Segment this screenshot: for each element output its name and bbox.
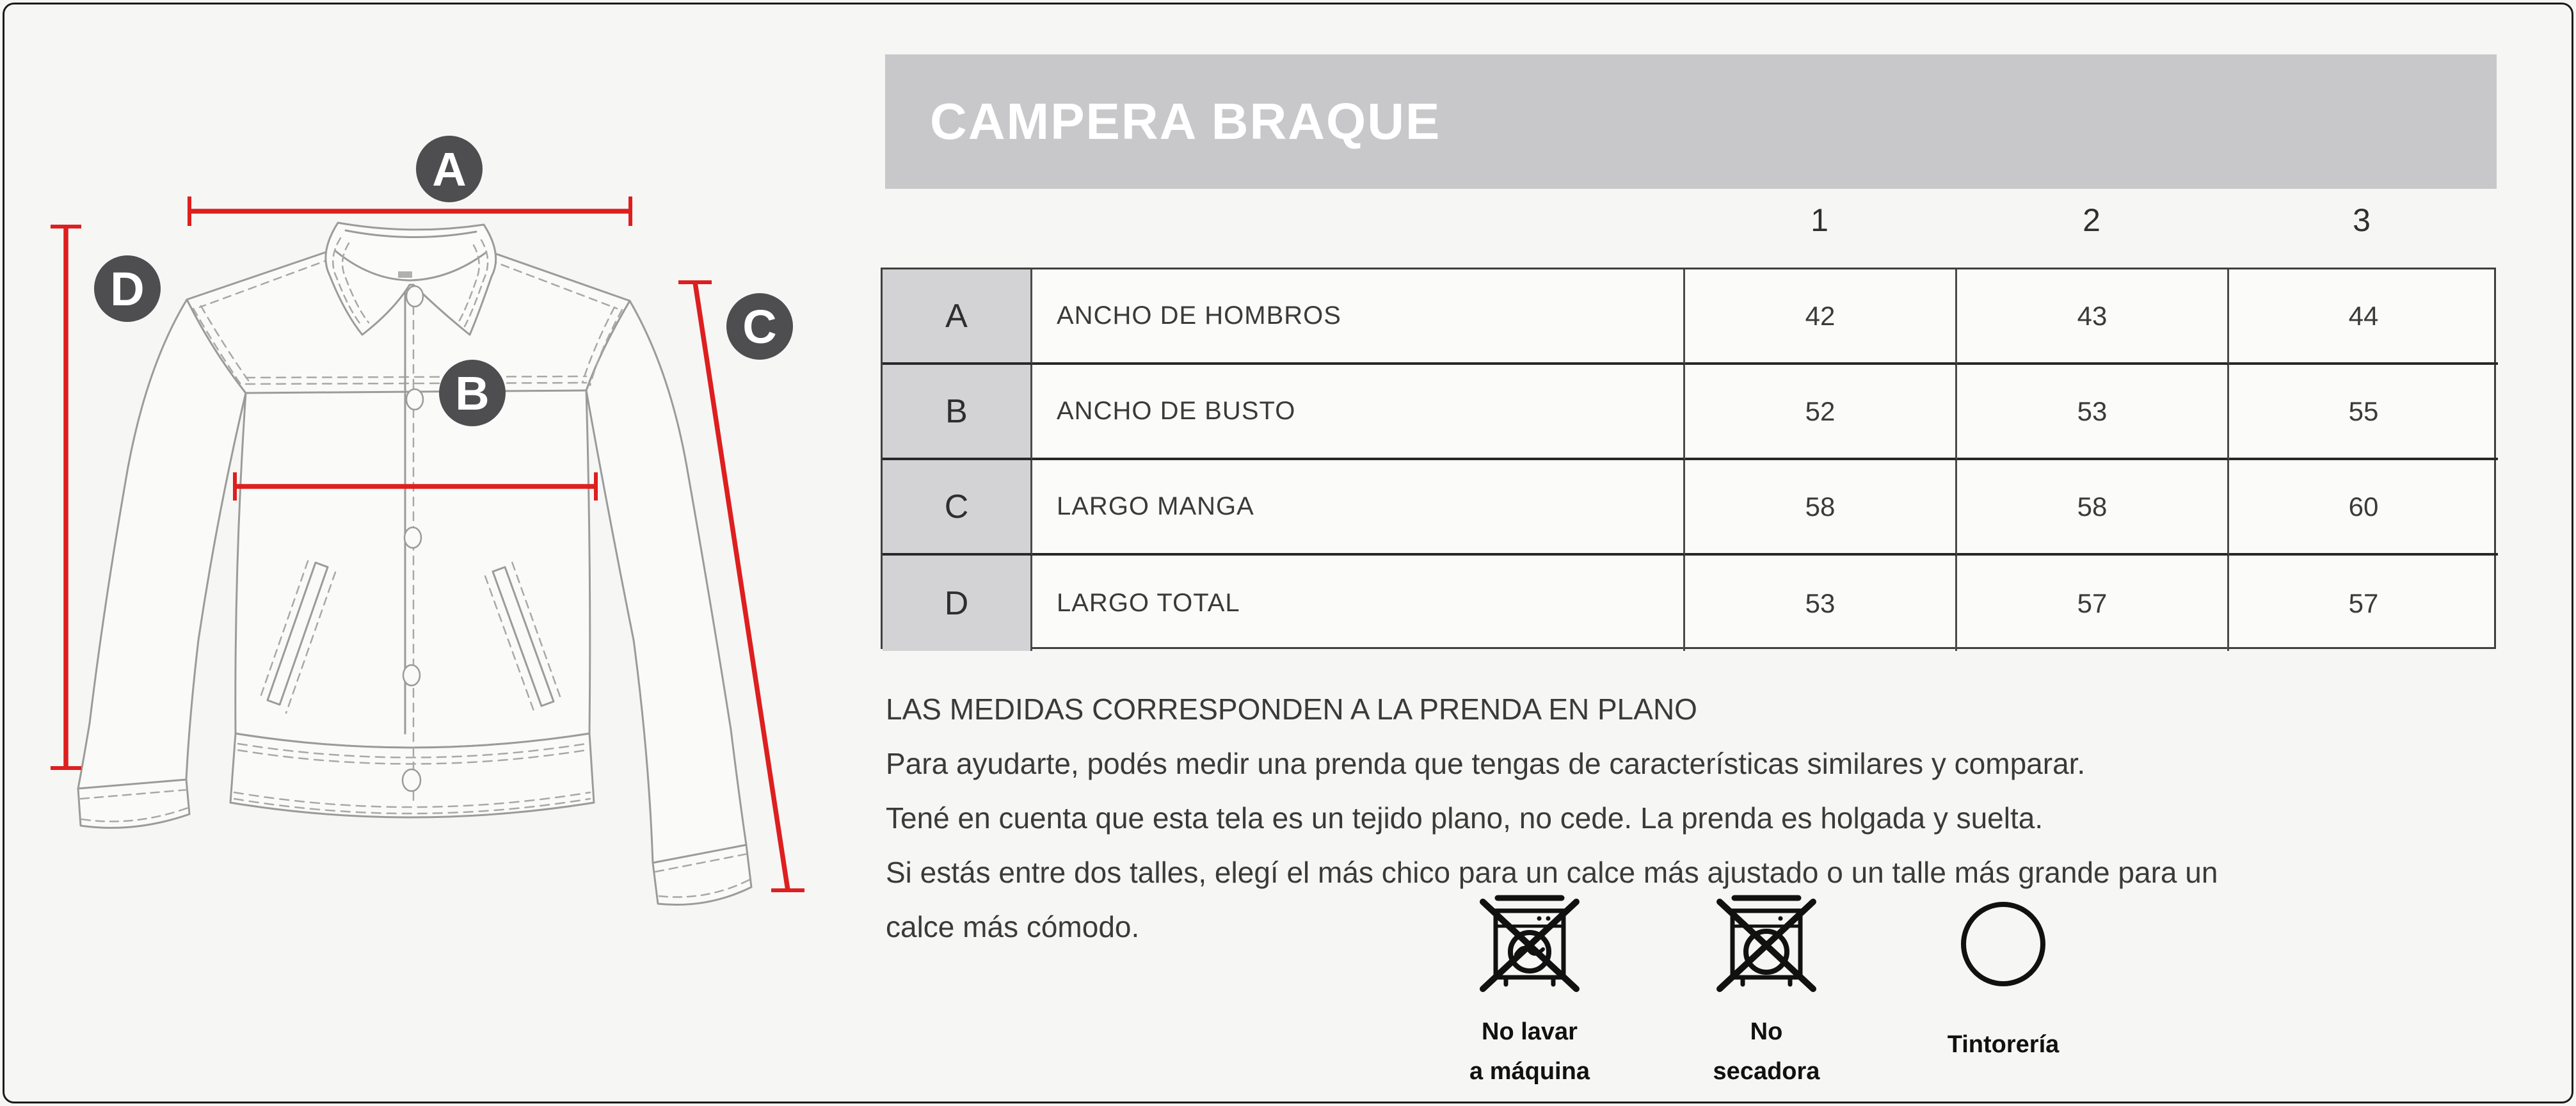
dry-clean-icon bbox=[1955, 898, 2051, 994]
row-letter: B bbox=[883, 365, 1032, 460]
size-header-1: 1 bbox=[1811, 202, 1828, 238]
badge-A bbox=[416, 136, 483, 202]
page-title: CAMPERA BRAQUE bbox=[930, 93, 1441, 150]
svg-text:D: D bbox=[110, 262, 145, 316]
row-value: 43 bbox=[1957, 269, 2229, 365]
svg-text:C: C bbox=[742, 300, 777, 353]
title-bar bbox=[885, 54, 2497, 189]
jacket-diagram bbox=[0, 0, 858, 1106]
row-value: 60 bbox=[2229, 460, 2498, 556]
badge-C bbox=[726, 293, 793, 360]
note-line: Si estás entre dos talles, elegí el más chico para un calce más ajustado o un talle más grande para un bbox=[886, 856, 2218, 889]
row-letter: A bbox=[883, 269, 1032, 365]
note-line: calce más cómodo. bbox=[886, 910, 1140, 943]
no-machine-wash-icon bbox=[1475, 893, 1584, 995]
row-value: 57 bbox=[2348, 588, 2379, 618]
row-value: 55 bbox=[2229, 365, 2498, 460]
care-item-no-machine-wash bbox=[1450, 893, 1610, 1091]
measurements-table bbox=[881, 268, 2496, 649]
no-tumble-dry-icon bbox=[1712, 893, 1821, 995]
row-value: 57 bbox=[1957, 556, 2229, 651]
size-header-2: 2 bbox=[2083, 202, 2100, 238]
row-value: 53 bbox=[1685, 556, 1957, 651]
row-label: ANCHO DE HOMBROS bbox=[1032, 269, 1685, 365]
badge-D bbox=[94, 255, 161, 322]
row-value: 53 bbox=[1957, 365, 2229, 460]
care-item-dry-clean bbox=[1923, 893, 2083, 1064]
jacket-right-sleeve bbox=[586, 301, 751, 905]
note-line: LAS MEDIDAS CORRESPONDEN A LA PRENDA EN PLANO bbox=[886, 693, 1697, 726]
jacket-left-sleeve bbox=[78, 300, 246, 828]
row-label: LARGO TOTAL bbox=[1032, 556, 1685, 651]
care-item-no-tumble-dry bbox=[1686, 893, 1846, 1091]
care-label: Tintorería bbox=[1947, 1031, 2060, 1058]
svg-text:B: B bbox=[455, 367, 490, 420]
measure-line-A bbox=[189, 196, 630, 226]
care-label: No secadora bbox=[1713, 1018, 1820, 1085]
svg-text:A: A bbox=[432, 143, 467, 196]
row-value: 52 bbox=[1685, 365, 1957, 460]
note-line: Tené en cuenta que esta tela es un tejido plano, no cede. La prenda es holgada y suelta. bbox=[886, 801, 2044, 835]
size-header-3: 3 bbox=[2353, 202, 2371, 238]
care-label: No lavar a máquina bbox=[1469, 1018, 1590, 1085]
row-letter: D bbox=[883, 556, 1032, 651]
row-label: LARGO MANGA bbox=[1032, 460, 1685, 556]
note-line: Para ayudarte, podés medir una prenda que tengas de características similares y comparar. bbox=[886, 747, 2086, 780]
row-value: 58 bbox=[1957, 460, 2229, 556]
row-value: 44 bbox=[2229, 269, 2498, 365]
row-value: 42 bbox=[1685, 269, 1957, 365]
row-value: 58 bbox=[1685, 460, 1957, 556]
row-label: ANCHO DE BUSTO bbox=[1032, 365, 1685, 460]
badge-B bbox=[439, 360, 506, 426]
measure-line-D bbox=[51, 227, 81, 768]
row-letter: C bbox=[883, 460, 1032, 556]
